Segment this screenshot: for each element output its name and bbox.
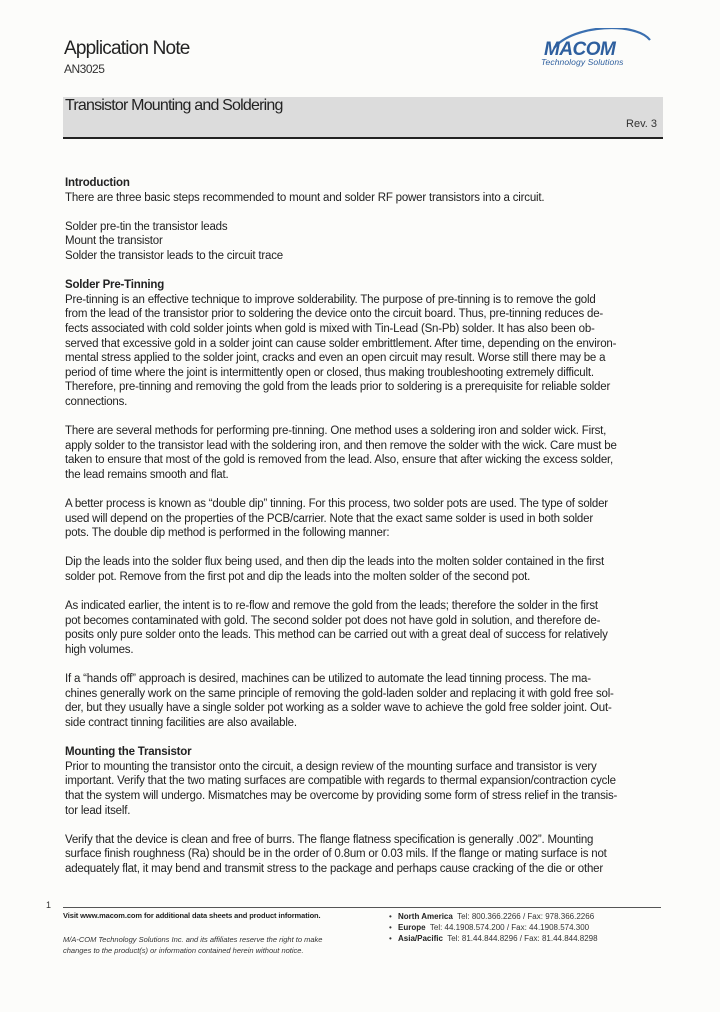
bullet-icon: • (389, 912, 392, 921)
disclaimer-line: changes to the product(s) or information contained herein without notice. (63, 946, 304, 955)
contact-region: Asia/Pacific (398, 934, 443, 943)
text-line: mental stress applied to the solder joint, cracks and even an open circuit may result. Worse still there may be a (65, 352, 606, 365)
revision-label: Rev. 3 (626, 118, 657, 130)
doc-number: AN3025 (64, 62, 105, 76)
logo-wordmark: MACOM (544, 39, 616, 60)
text-line: Prior to mounting the transistor onto the circuit, a design review of the mounting surface and transistor is very (65, 760, 597, 773)
body-content (65, 176, 659, 877)
text-line: If a “hands off” approach is desired, machines can be utilized to automate the lead tinning process. The ma- (65, 673, 591, 686)
text-line: Therefore, pre-tinning and removing the gold from the leads prior to soldering is a prerequisite for reliable solder (65, 381, 611, 394)
text-line: A better process is known as “double dip” tinning. For this process, two solder pots are used. The type of solder (65, 498, 608, 511)
text-line: that the system will undergo. Mismatches may be overcome by providing some form of stress relief in the transis- (65, 789, 618, 802)
paragraph (65, 293, 659, 410)
intro-text: There are three basic steps recommended to mount and solder RF power transistors into a circuit. (65, 191, 545, 204)
text-line: taken to ensure that most of the gold is removed from the lead. Also, ensure that after wicking the excess solder, (65, 454, 614, 467)
paragraph (65, 760, 659, 818)
text-line: der, but they usually have a single solder pot working as a solder wave to achieve the gold free solder joint. Out- (65, 702, 612, 715)
text-line: used will depend on the properties of the PCB/carrier. Note that the exact same solder is used in both solder (65, 512, 593, 525)
contact-region: Europe (398, 923, 426, 932)
paragraph (65, 599, 659, 657)
heading-mounting-the-transistor: Mounting the Transistor (65, 746, 192, 759)
heading-introduction: Introduction (65, 177, 130, 189)
footer-contacts (389, 911, 598, 944)
footer-visit-text: Visit www.macom.com for additional data sheets and product information. (63, 911, 321, 920)
paragraph (65, 672, 659, 730)
contact-info: Tel: 800.366.2266 / Fax: 978.366.2266 (457, 912, 595, 921)
text-line: pots. The double dip method is performed in the following manner: (65, 527, 390, 540)
text-line: tor lead itself. (65, 804, 131, 817)
text-line: solder pot. Remove from the first pot and dip the leads into the molten solder of the second pot. (65, 571, 531, 584)
heading-solder-pre-tinning: Solder Pre-Tinning (65, 279, 165, 292)
contact-row (389, 933, 598, 944)
text-line: Verify that the device is clean and free of burrs. The flange flatness specification is generally .002”. Mounting (65, 833, 594, 846)
text-line: served that excessive gold in a solder joint can cause solder embrittlement. After time, depending on the environ- (65, 337, 617, 350)
text-line: the lead remains smooth and flat. (65, 468, 229, 481)
paragraph (65, 497, 659, 541)
bullet-icon: • (389, 934, 392, 943)
text-line: As indicated earlier, the intent is to re-flow and remove the gold from the leads; therefore the solder in the first (65, 600, 598, 613)
footer-divider (63, 907, 661, 908)
text-line: Dip the leads into the solder flux being used, and then dip the leads into the molten solder contained in the first (65, 556, 604, 569)
text-line: apply solder to the transistor lead with the soldering iron, and then remove the solder with the wick. Care must be (65, 439, 617, 452)
contact-info: Tel: 44.1908.574.200 / Fax: 44.1908.574.300 (429, 923, 590, 932)
text-line: posits only pure solder onto the leads. This method can be carried out with a great deal of success for relatively (65, 629, 608, 642)
contact-row (389, 911, 598, 922)
text-line: pot becomes contaminated with gold. The second solder pot does not have gold in solution, and therefore de- (65, 614, 601, 627)
text-line: chines generally work on the same principle of removing the gold-laden solder and replacing it with gold free sol- (65, 687, 614, 700)
paragraph (65, 424, 659, 482)
list-item: Solder pre-tin the transistor leads (65, 220, 228, 233)
page-number: 1 (46, 900, 52, 910)
list-item: Mount the transistor (65, 235, 163, 248)
text-line: There are several methods for performing pre-tinning. One method uses a soldering iron and solder wick. First, (65, 425, 607, 438)
paragraph (65, 555, 659, 584)
text-line: side contract tinning facilities are also available. (65, 716, 297, 729)
text-line: high volumes. (65, 644, 134, 656)
contact-info: Tel: 81.44.844.8296 / Fax: 81.44.844.8298 (447, 934, 598, 943)
doc-type-title: Application Note (64, 38, 190, 59)
logo-tagline: Technology Solutions (541, 57, 624, 67)
footer-disclaimer (63, 934, 373, 956)
disclaimer-line: M/A-COM Technology Solutions Inc. and its affiliates reserve the right to make (63, 935, 323, 944)
bullet-icon: • (389, 923, 392, 932)
text-line: period of time where the joint is intermittently open or closed, thus making troubleshooting extremely difficult. (65, 366, 594, 379)
text-line: adequately flat, it may bend and transmit stress to the package and perhaps cause cracking of the die or other (65, 862, 603, 875)
text-line: fects associated with cold solder joints when gold is mixed with Tin-Lead (Sn-Pb) solder. It has also been ob- (65, 322, 595, 335)
list-item: Solder the transistor leads to the circuit trace (65, 249, 283, 262)
text-line: surface finish roughness (Ra) should be in the order of 0.8um or 0.03 mils. If the flange or mating surface is not (65, 848, 607, 861)
text-line: important. Verify that the two mating surfaces are compatible with regards to thermal expansion/contraction cycle (65, 775, 616, 788)
text-line: from the lead of the transistor prior to soldering the device onto the circuit board. Thus, pre-tinning reduces de- (65, 308, 604, 321)
steps-list (65, 220, 659, 264)
title-bar (63, 97, 663, 139)
contact-region: North America (398, 912, 453, 921)
page-title: Transistor Mounting and Soldering (65, 97, 283, 114)
text-line: connections. (65, 395, 128, 408)
contact-row (389, 922, 598, 933)
text-line: Pre-tinning is an effective technique to improve solderability. The purpose of pre-tinning is to remove the gold (65, 293, 596, 306)
paragraph (65, 833, 659, 877)
